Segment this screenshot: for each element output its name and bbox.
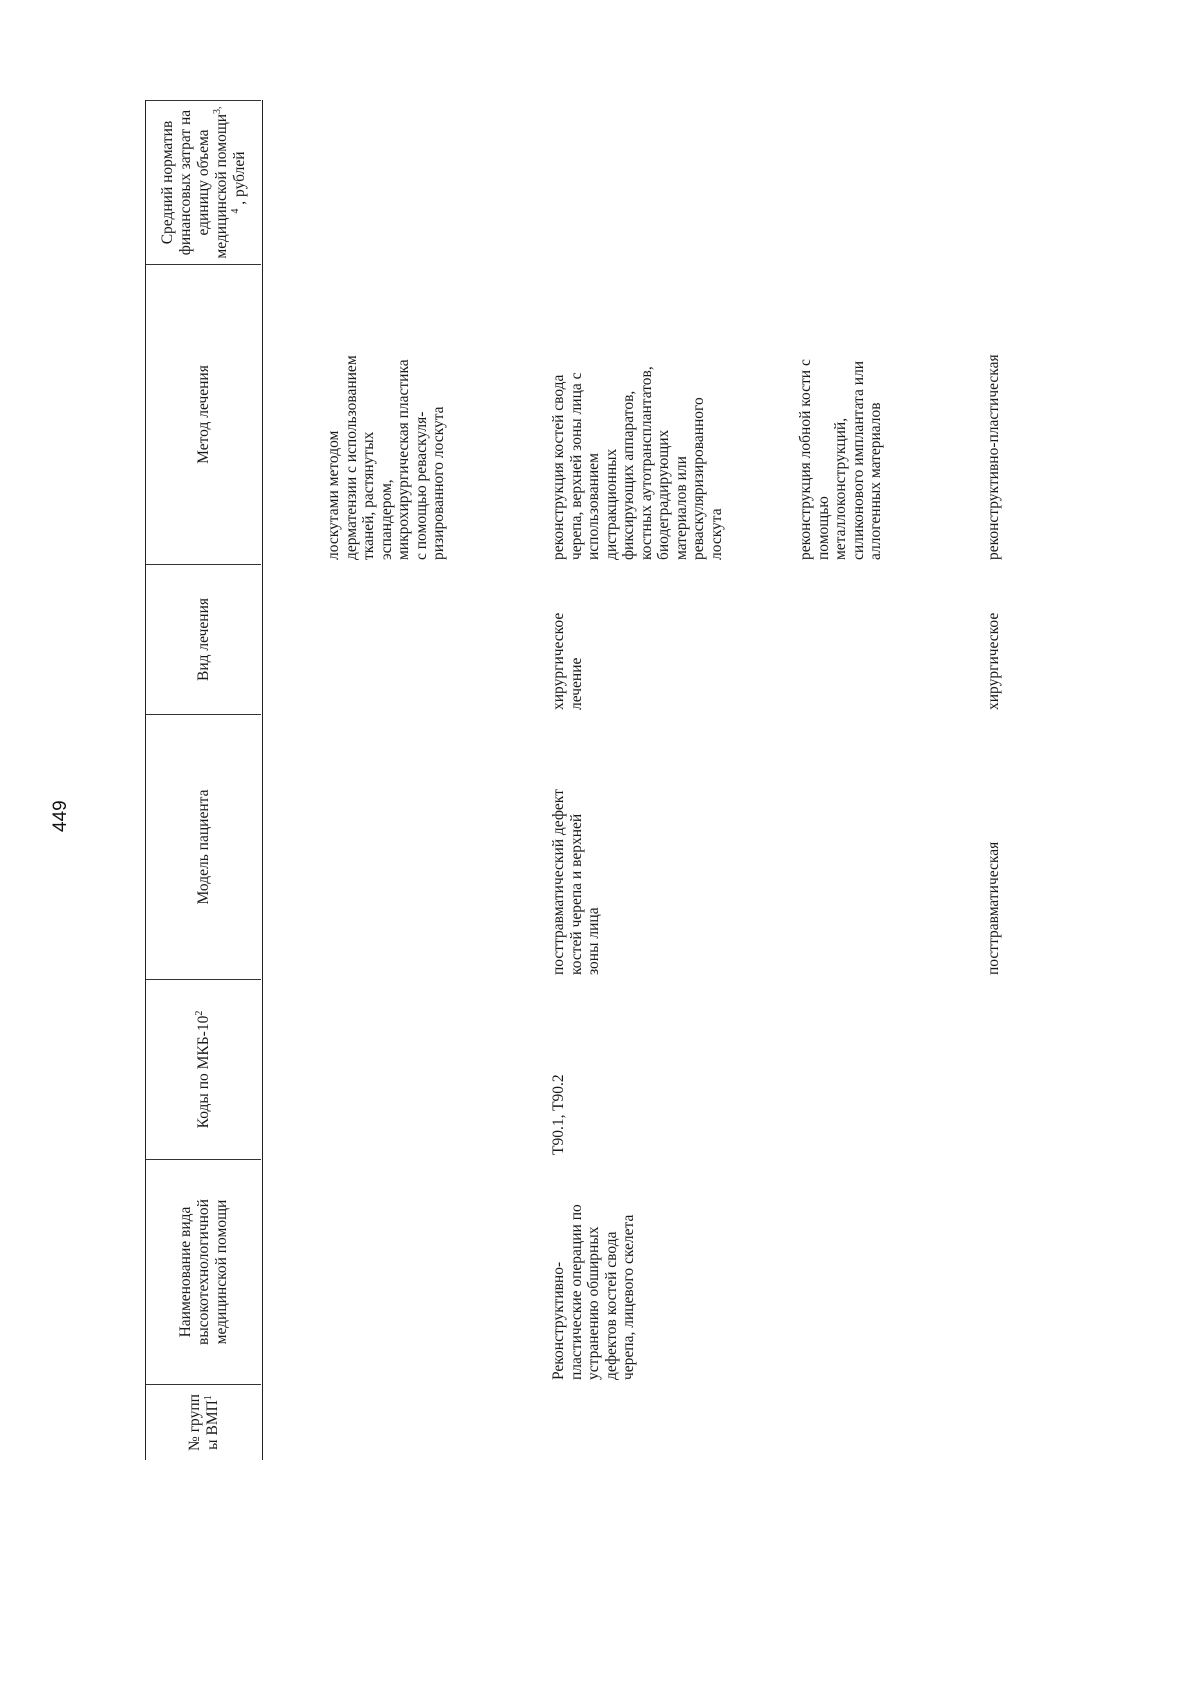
method-cell: реконструкция лобной кости с помощью металлоконструкций, силиконового имплантата или аллогенных материалов — [797, 359, 884, 560]
header-icd-codes-footnote: 2 — [193, 1010, 205, 1016]
header-treatment-type — [146, 565, 261, 715]
patient-model-cell: посттравматическая — [985, 841, 1002, 975]
care-name-cell: Реконструктивно- пластические операции по устранению обширных дефектов костей свода черепа, лицевого скелета — [550, 1204, 637, 1380]
header-treatment-type-label: Вид лечения — [194, 597, 212, 682]
header-patient-model-label: Модель пациента — [194, 789, 212, 905]
treatment-table — [145, 100, 1105, 1460]
header-patient-model — [146, 715, 261, 980]
table-header-row — [145, 100, 263, 1460]
method-cell: лоскутами методом дерматензии с использованием тканей, растянутых эспандером, микрохирургическая пластика с помощью реваскуля- ризированного лоскута — [325, 355, 447, 560]
header-average-cost-unit: , рублей — [230, 151, 248, 209]
header-treatment-method — [146, 265, 261, 565]
method-cell: реконструкция костей свода черепа, верхней зоны лица с использованием дистракционных фиксирующих аппаратов, костных аутотрансплантатов, биодеградирующих материалов или реваскуляризированного лоскута — [550, 366, 725, 560]
header-average-cost-footnote: 3, 4 — [211, 106, 241, 214]
header-average-cost — [146, 100, 261, 265]
header-group-number-label: № групп ы ВМП — [185, 1394, 221, 1451]
treatment-type-cell: хирургическое — [985, 612, 1002, 710]
patient-model-cell: посттравматический дефект костей черепа и верхней зоны лица — [550, 789, 602, 975]
icd-codes-cell: T90.1, T90.2 — [550, 1074, 567, 1155]
header-icd-codes — [146, 980, 261, 1160]
header-group-number — [146, 1385, 261, 1460]
treatment-type-cell: хирургическое лечение — [550, 612, 585, 710]
header-care-name — [146, 1160, 261, 1385]
header-care-name-label: Наименование вида высокотехнологичной медицинской помощи — [176, 1199, 230, 1345]
page-number: 449 — [50, 800, 71, 832]
header-treatment-method-label: Метод лечения — [194, 365, 212, 464]
header-icd-codes-label: Коды по МКБ-10 — [194, 1015, 212, 1129]
method-cell: реконструктивно-пластическая — [985, 354, 1002, 560]
header-group-number-footnote: 1 — [202, 1395, 214, 1401]
header-average-cost-label: Средний норматив финансовых затрат на единицу объема медицинской помощи — [158, 109, 230, 259]
